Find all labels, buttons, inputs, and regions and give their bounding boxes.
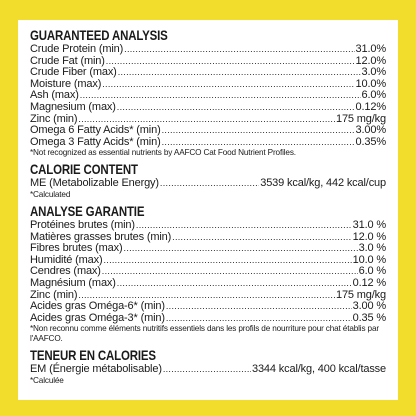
guaranteed-analysis-footnote: *Not recognized as essential nutrients by AAFCO Cat Food Nutrient Profiles. xyxy=(30,148,296,158)
section-gap xyxy=(30,200,386,202)
dot-leader xyxy=(117,278,352,290)
dot-leader xyxy=(102,79,354,91)
dot-leader xyxy=(106,56,355,68)
row-label: Magnésium (max) xyxy=(30,276,116,289)
analysis-row xyxy=(30,137,386,149)
analysis-row xyxy=(30,79,386,91)
row-value: 3.00% xyxy=(355,124,386,137)
analyse-garantie-heading: ANALYSE GARANTIE xyxy=(30,202,145,219)
analysis-row xyxy=(30,220,386,232)
row-value: 3539 kcal/kg, 442 kcal/cup xyxy=(260,177,386,190)
dot-leader xyxy=(117,102,355,114)
dot-leader xyxy=(172,232,352,244)
row-value: 6.0 % xyxy=(358,265,386,278)
row-value: 10.0% xyxy=(355,77,386,90)
row-label: Crude Fiber (max) xyxy=(30,66,117,79)
analysis-row xyxy=(30,301,386,313)
analysis-row xyxy=(30,125,386,137)
row-label: Omega 6 Fatty Acids* (min) xyxy=(30,124,161,137)
analyse-garantie-list xyxy=(30,220,386,324)
row-value: 12.0% xyxy=(355,54,386,67)
dot-leader xyxy=(118,67,361,79)
row-value: 0.35% xyxy=(355,135,386,148)
dot-leader xyxy=(163,364,251,376)
guaranteed-analysis-list xyxy=(30,44,386,148)
analysis-row xyxy=(30,313,386,325)
dot-leader xyxy=(136,220,352,232)
row-label: Fibres brutes (max) xyxy=(30,242,123,255)
dot-leader xyxy=(162,125,355,137)
row-value: 175 mg/kg xyxy=(335,112,386,125)
row-label: Protéines brutes (min) xyxy=(30,218,135,231)
row-value: 0.12 % xyxy=(352,276,386,289)
dot-leader xyxy=(166,301,352,313)
calorie-footnote: *Calculated xyxy=(30,189,71,199)
row-label: Zinc (min) xyxy=(30,112,78,125)
dot-leader xyxy=(124,44,354,56)
row-value: 3344 kcal/kg, 400 kcal/tasse xyxy=(252,363,386,376)
dot-leader xyxy=(80,90,361,102)
row-label: EM (Énergie métabolisable) xyxy=(30,363,162,376)
row-value: 12.0 % xyxy=(352,230,386,243)
analysis-row xyxy=(30,44,386,56)
row-value: 0.35 % xyxy=(352,311,386,324)
dot-leader xyxy=(166,313,352,325)
nutrition-label-panel xyxy=(18,20,398,400)
row-value: 6.0% xyxy=(361,89,386,102)
calorie-row xyxy=(30,178,386,190)
teneur-calories-heading: TENEUR EN CALORIES xyxy=(30,347,156,364)
dot-leader xyxy=(160,178,259,190)
row-label: Humidité (max) xyxy=(30,253,103,266)
dot-leader xyxy=(124,243,358,255)
row-value: 3.0 % xyxy=(358,242,386,255)
dot-leader xyxy=(162,137,355,149)
analyse-garantie-footnote: *Non reconnu comme éléments nutritifs essentiels dans les profils de nourriture pour chat établis par l'AAFCO. xyxy=(30,324,379,344)
row-value: 10.0 % xyxy=(352,253,386,266)
calorie-row xyxy=(30,364,386,376)
teneur-footnote: *Calculée xyxy=(30,375,64,385)
row-label: Crude Protein (min) xyxy=(30,43,124,55)
row-label: Ash (max) xyxy=(30,89,79,102)
analysis-row xyxy=(30,278,386,290)
row-label: Magnesium (max) xyxy=(30,100,116,113)
analysis-row xyxy=(30,243,386,255)
dot-leader xyxy=(102,266,358,278)
row-label: Acides gras Oméga-3* (min) xyxy=(30,311,165,324)
row-value: 3.00 % xyxy=(352,300,386,313)
row-value: 0.12% xyxy=(355,100,386,113)
row-label: Zinc (min) xyxy=(30,288,78,301)
analysis-row xyxy=(30,102,386,114)
row-label: Cendres (max) xyxy=(30,265,101,278)
section-gap xyxy=(30,344,386,346)
row-label: Omega 3 Fatty Acids* (min) xyxy=(30,135,161,148)
guaranteed-analysis-heading: GUARANTEED ANALYSIS xyxy=(30,27,168,43)
row-value: 175 mg/kg xyxy=(335,288,386,301)
row-label: Moisture (max) xyxy=(30,77,102,90)
row-label: Crude Fat (min) xyxy=(30,54,105,67)
calorie-content-heading: CALORIE CONTENT xyxy=(30,161,138,178)
dot-leader xyxy=(103,255,351,267)
row-label: ME (Metabolizable Energy) xyxy=(30,177,159,190)
row-value: 3.0% xyxy=(361,66,386,79)
row-value: 31.0 % xyxy=(352,218,386,231)
row-value: 31.0% xyxy=(355,43,386,55)
row-label: Acides gras Oméga-6* (min) xyxy=(30,300,165,313)
row-label: Matières grasses brutes (min) xyxy=(30,230,172,243)
section-gap xyxy=(30,158,386,160)
